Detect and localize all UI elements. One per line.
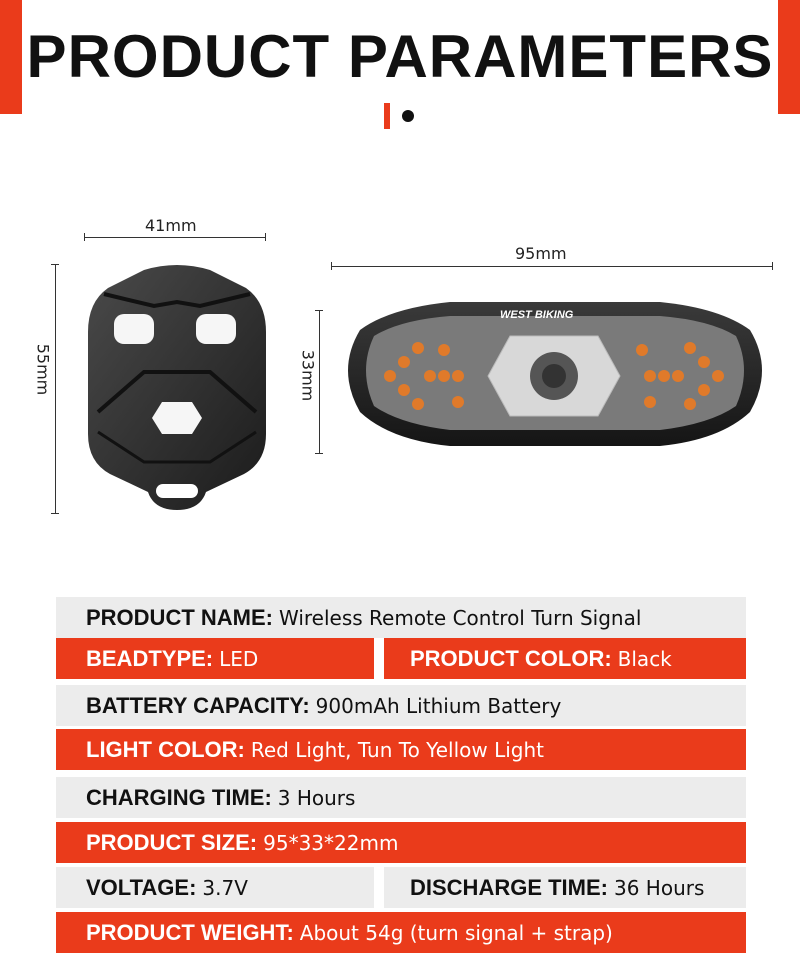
spec-row-beadtype — [56, 638, 374, 679]
turn-signal-light-image — [330, 290, 778, 470]
discharge-time-value: 36 Hours — [614, 875, 705, 900]
light-color-value: Red Light, Tun To Yellow Light — [250, 737, 544, 762]
spec-row-product-color — [384, 638, 746, 679]
light-color-label: LIGHT COLOR: — [86, 736, 245, 762]
product-name-label: PRODUCT NAME: — [86, 604, 273, 630]
light-height-tick-top — [315, 310, 323, 311]
light-width-tick-left — [331, 262, 332, 270]
product-weight-value: About 54g (turn signal + strap) — [299, 920, 613, 945]
remote-control-image — [84, 262, 270, 518]
remote-width-tick-left — [84, 233, 85, 241]
light-height-tick-bottom — [315, 453, 323, 454]
discharge-time-label: DISCHARGE TIME: — [410, 874, 608, 900]
voltage-label: VOLTAGE: — [86, 874, 197, 900]
remote-height-tick-top — [51, 264, 59, 265]
spec-row-discharge-time — [384, 867, 746, 908]
spec-row-battery-capacity — [56, 685, 746, 726]
light-width-tick-right — [772, 262, 773, 270]
spec-row-voltage — [56, 867, 374, 908]
spec-row-charging-time — [56, 777, 746, 818]
spec-row-product-size — [56, 822, 746, 863]
brand-logo-text: WEST BIKING — [500, 309, 574, 321]
battery-capacity-label: BATTERY CAPACITY: — [86, 692, 310, 718]
voltage-value: 3.7V — [202, 875, 248, 900]
beadtype-value: LED — [219, 646, 259, 671]
product-color-value: Black — [617, 646, 672, 671]
remote-height-tick-bottom — [51, 513, 59, 514]
charging-time-value: 3 Hours — [277, 785, 356, 810]
remote-width-label: 41mm — [145, 216, 197, 235]
remote-width-line — [84, 237, 266, 238]
light-height-line — [319, 310, 320, 454]
title-divider-mark — [384, 103, 418, 133]
remote-width-tick-right — [265, 233, 266, 241]
spec-row-light-color — [56, 729, 746, 770]
product-color-label: PRODUCT COLOR: — [410, 645, 612, 671]
remote-height-line — [55, 264, 56, 514]
spec-row-product-name — [56, 597, 746, 638]
beadtype-label: BEADTYPE: — [86, 645, 214, 671]
battery-capacity-value: 900mAh Lithium Battery — [315, 693, 562, 718]
spec-row-product-weight — [56, 912, 746, 953]
product-name-value: Wireless Remote Control Turn Signal — [279, 605, 642, 630]
light-height-label: 33mm — [298, 349, 318, 402]
light-width-line — [331, 266, 773, 267]
product-weight-label: PRODUCT WEIGHT: — [86, 919, 294, 945]
product-size-value: 95*33*22mm — [263, 830, 399, 855]
charging-time-label: CHARGING TIME: — [86, 784, 272, 810]
product-size-label: PRODUCT SIZE: — [86, 829, 258, 855]
remote-height-label: 55mm — [33, 343, 53, 396]
page-title: PRODUCT PARAMETERS — [26, 23, 774, 90]
light-width-label: 95mm — [515, 244, 567, 263]
